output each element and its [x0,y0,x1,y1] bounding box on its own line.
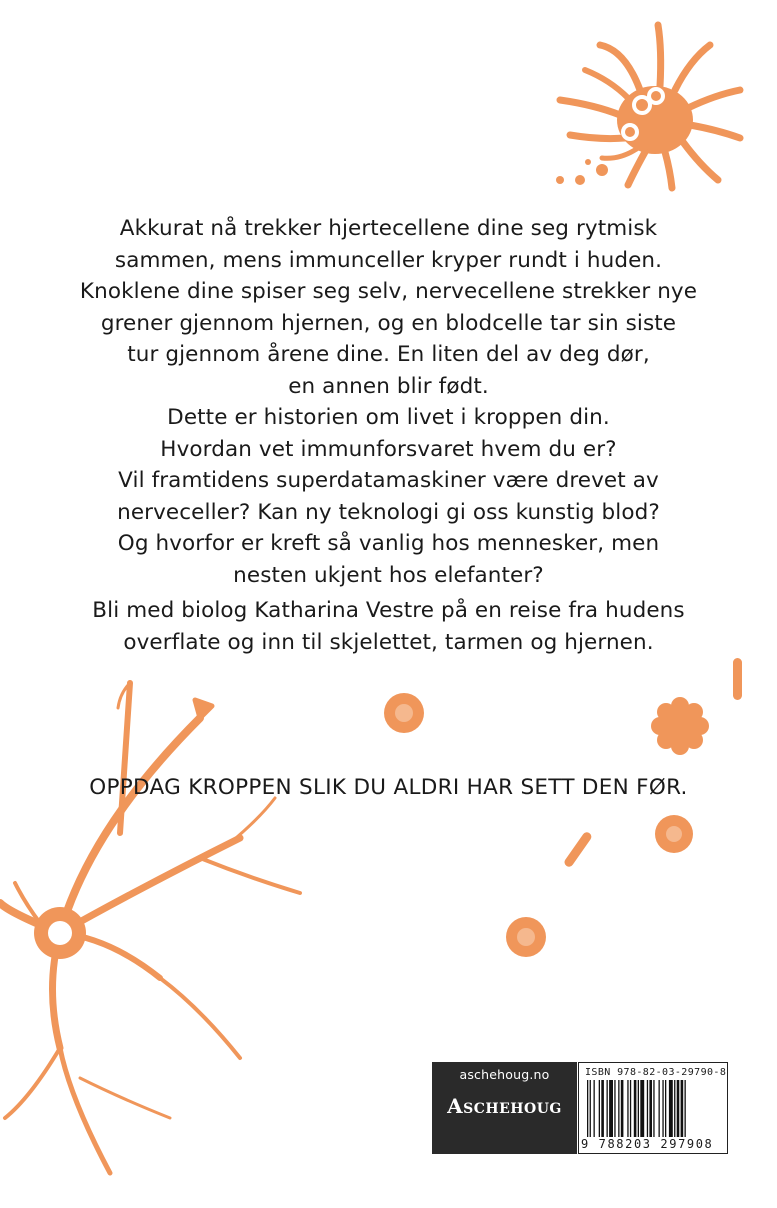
neuron-icon [0,678,310,1178]
blurb-line: Hvordan vet immunforsvaret hvem du er? [160,436,617,462]
blurb-line: overflate og inn til skjelettet, tarmen og hjernen. [123,629,654,655]
blurb-line: tur gjennom årene dine. En liten del av deg dør, [127,342,650,367]
flower-cell-icon [650,696,710,756]
blurb-line: Dette er historien om livet i kroppen din. [167,405,610,430]
isbn-label: ISBN 978-82-03-29790-8 [585,1067,727,1078]
barcode [578,1062,728,1154]
blurb-line: Knoklene dine spiser seg selv, nervecellene strekker nye [79,279,698,304]
blurb-paragraph-1 [0,213,777,402]
publisher-url: aschehoug.no [459,1067,550,1082]
blurb-paragraph-3 [0,595,777,658]
blurb-line: nerveceller? Kan ny teknologi gi oss kunstig blod? [117,499,660,525]
publisher-logo: Aschehoug [447,1094,562,1118]
blood-cell-icon [505,916,547,958]
blurb-line: Og hvorfor er kreft så vanlig hos mennesker, men [117,531,660,556]
blurb-line: Bli med biolog Katharina Vestre på en reise fra hudens [92,598,685,623]
immune-cell-icon [540,20,750,200]
blurb-line: Vil framtidens superdatamaskiner være drevet av [118,468,659,493]
blurb-line: nesten ukjent hos elefanter? [233,562,544,588]
barcode-digits: 9 788203 297908 [581,1137,725,1151]
blurb-line: grener gjennom hjernen, og en blodcelle tar sin siste [100,310,677,336]
blood-cell-icon [383,692,425,734]
blurb-paragraph-2 [0,402,777,591]
rod-cell-icon [728,656,748,702]
blood-cell-icon [654,814,694,854]
blurb-line: Akkurat nå trekker hjertecellene dine seg rytmisk [119,216,658,241]
blurb-line: en annen blir født. [288,373,489,399]
rod-cell-icon [560,832,596,872]
barcode-bars [587,1080,721,1142]
publisher-box [432,1062,577,1154]
blurb-line: sammen, mens immunceller kryper rundt i huden. [114,247,663,273]
tagline: OPPDAG KROPPEN SLIK DU ALDRI HAR SETT DEN FØR. [89,775,688,800]
